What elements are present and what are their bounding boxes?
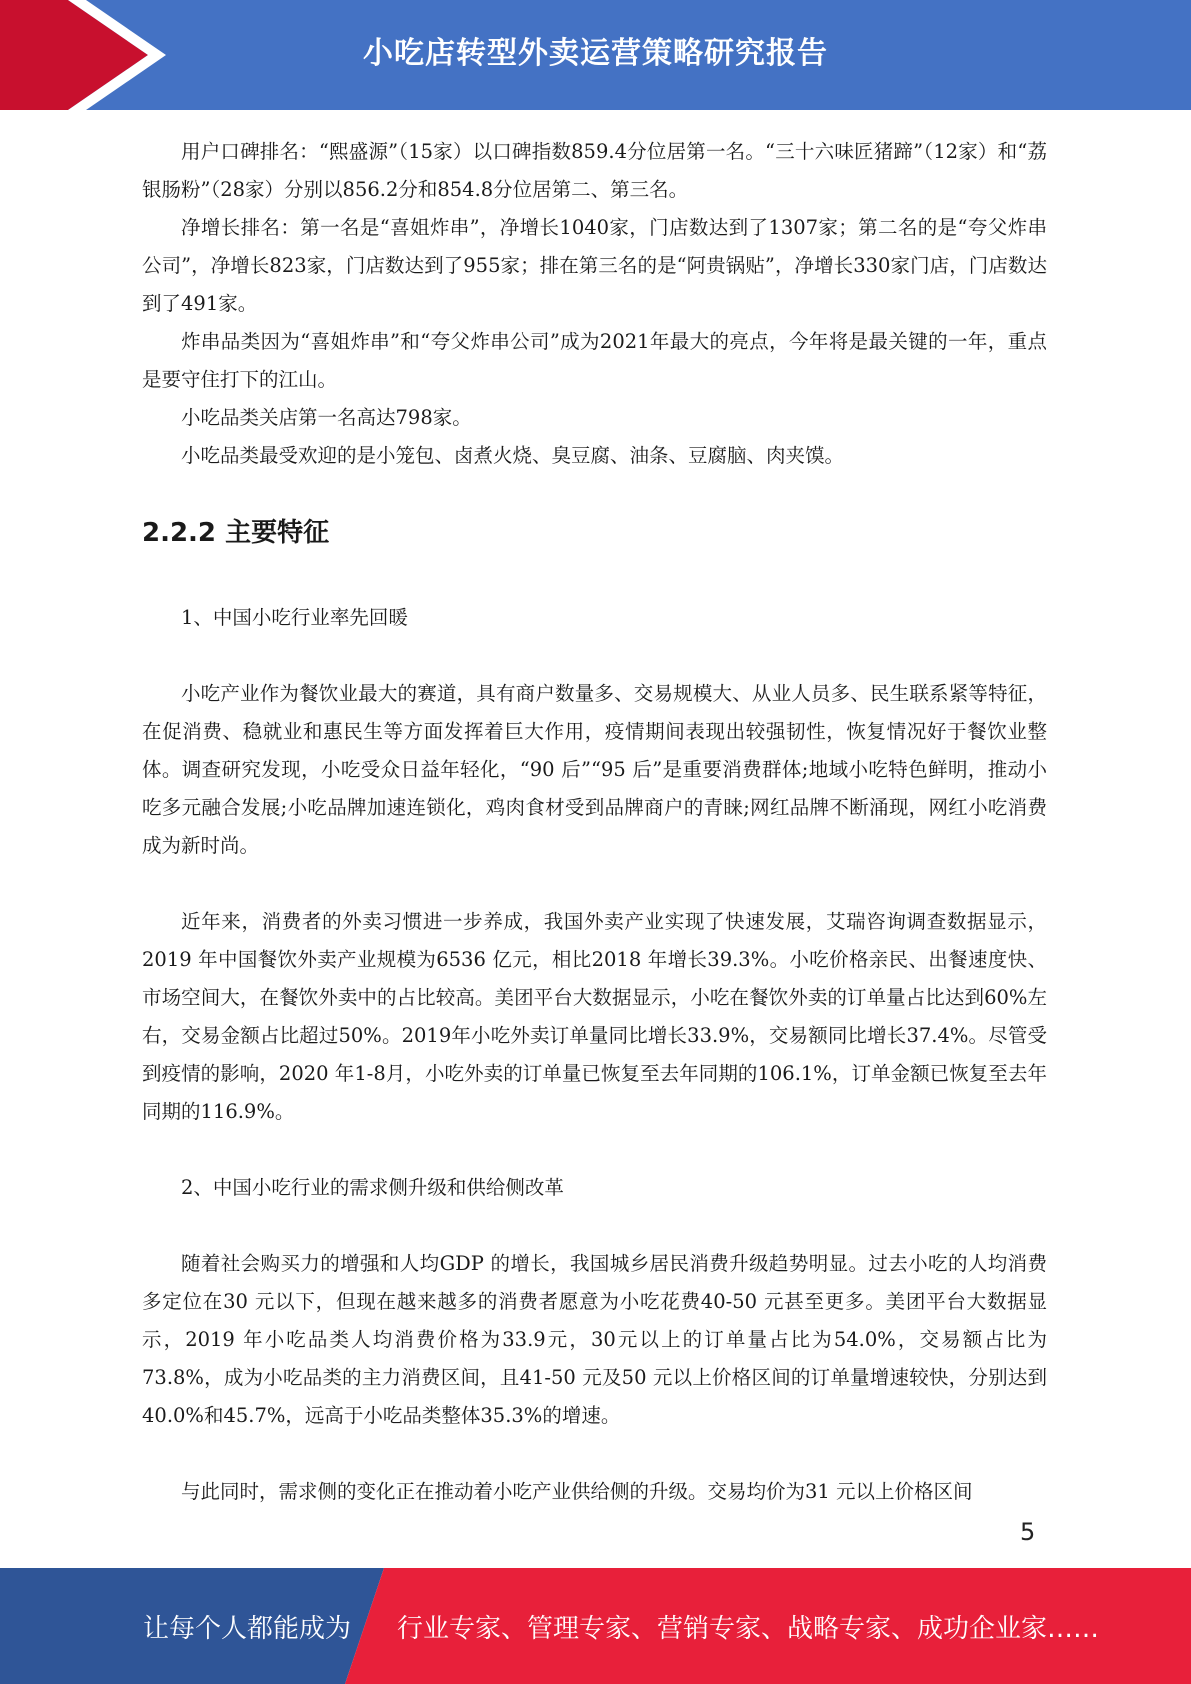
paragraph-net-growth-ranking: 净增长排名：第一名是“喜姐炸串”，净增长1040家，门店数达到了1307家；第二名的是“夸父炸串公司”，净增长823家，门店数达到了955家；排在第三名的是“阿贵锅贴”，净增长330家门店，门店数达到了491家。: [142, 216, 1047, 315]
page-number: 5: [1020, 1518, 1036, 1546]
paragraph-word-of-mouth-ranking: 用户口碑排名：“熙盛源”（15家）以口碑指数859.4分位居第一名。“三十六味匠猪蹄”（12家）和“荔银肠粉”（28家）分别以856.2分和854.8分位居第二、第三名。: [142, 140, 1047, 201]
paragraph-industry-recovery: 小吃产业作为餐饮业最大的赛道，具有商户数量多、交易规模大、从业人员多、民生联系紧等特征，在促消费、稳就业和惠民生等方面发挥着巨大作用，疫情期间表现出较强韧性，恢复情况好于餐饮业整体。调查研究发现，小吃受众日益年轻化，“90 后”“95 后”是重要消费群体;地域小吃特色鲜明，推动小吃多元融合发展;小吃品牌加速连锁化，鸡肉食材受到品牌商户的青睐;网红品牌不断涌现，网红小吃消费成为新时尚。: [142, 682, 1047, 857]
list-item-2: 2、中国小吃行业的需求侧升级和供给侧改革: [181, 1176, 564, 1199]
report-title: 小吃店转型外卖运营策略研究报告: [363, 36, 828, 71]
page-footer: [0, 1568, 1191, 1684]
section-heading: 2.2.2 主要特征: [142, 518, 330, 548]
paragraph-store-closures: 小吃品类关店第一名高达798家。: [181, 406, 472, 429]
paragraph-fried-skewer-category: 炸串品类因为“喜姐炸串”和“夸父炸串公司”成为2021年最大的亮点，今年将是最关键的一年，重点是要守住打下的江山。: [142, 330, 1047, 391]
paragraph-supply-side: 与此同时，需求侧的变化正在推动着小吃产业供给侧的升级。交易均价为31 元以上价格区间: [181, 1480, 973, 1503]
paragraph-takeout-growth: 近年来，消费者的外卖习惯进一步养成，我国外卖产业实现了快速发展，艾瑞咨询调查数据显示，2019 年中国餐饮外卖产业规模为6536 亿元，相比2018 年增长39.3%。小吃价格亲民、出餐速度快、市场空间大，在餐饮外卖中的占比较高。美团平台大数据显示，小吃在餐饮外卖的订单量占比达到60%左右，交易金额占比超过50%。2019年小吃外卖订单量同比增长33.9%，交易额同比增长37.4%。尽管受到疫情的影响，2020 年1-8月，小吃外卖的订单量已恢复至去年同期的106.1%，订单金额已恢复至去年同期的116.9%。: [142, 910, 1047, 1123]
list-item-1: 1、中国小吃行业率先回暖: [181, 606, 408, 629]
paragraph-popular-snacks: 小吃品类最受欢迎的是小笼包、卤煮火烧、臭豆腐、油条、豆腐脑、肉夹馍。: [181, 444, 845, 467]
page-header: [0, 0, 1191, 110]
footer-slogan-left: 让每个人都能成为: [143, 1614, 352, 1644]
paragraph-consumption-upgrade: 随着社会购买力的增强和人均GDP 的增长，我国城乡居民消费升级趋势明显。过去小吃的人均消费多定位在30 元以下，但现在越来越多的消费者愿意为小吃花费40-50 元甚至更多。美团平台大数据显示，2019 年小吃品类人均消费价格为33.9元，30元以上的订单量占比为54.0%，交易额占比为73.8%，成为小吃品类的主力消费区间，且41-50 元及50 元以上价格区间的订单量增速较快，分别达到40.0%和45.7%，远高于小吃品类整体35.3%的增速。: [142, 1252, 1047, 1427]
document-body: [142, 133, 1047, 1511]
footer-slogan-right: 行业专家、管理专家、营销专家、战略专家、成功企业家……: [397, 1614, 1100, 1644]
